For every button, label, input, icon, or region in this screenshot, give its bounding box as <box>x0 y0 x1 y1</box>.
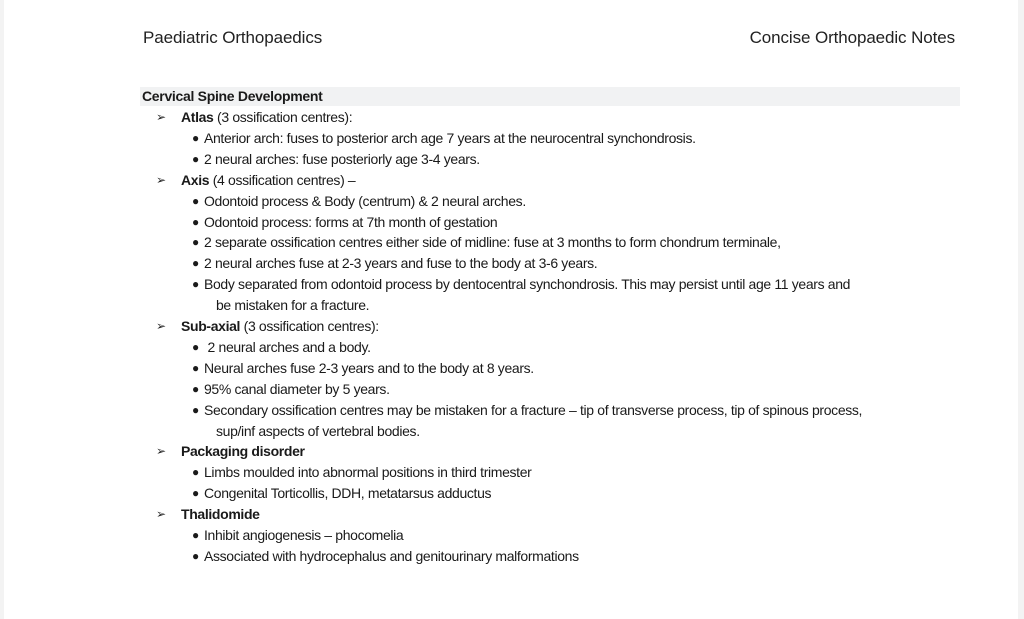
section-title: Cervical Spine Development <box>142 88 323 104</box>
round-bullet-icon: ● <box>192 151 199 166</box>
list-item-text: 2 neural arches fuse at 2-3 years and fuse to the body at 3-6 years. <box>204 255 598 272</box>
topic-packaging-disorder <box>140 441 962 462</box>
list-item-text: Limbs moulded into abnormal positions in third trimester <box>204 464 532 481</box>
topic-axis <box>140 170 962 191</box>
notes-content <box>140 107 962 567</box>
list-item <box>140 191 962 212</box>
list-item <box>140 232 962 253</box>
arrowhead-bullet-icon: ➢ <box>156 110 166 124</box>
topic-sub-axial <box>140 316 962 337</box>
list-item <box>140 274 962 316</box>
topic-title: Thalidomide <box>181 506 260 523</box>
list-item-text: 2 neural arches: fuse posteriorly age 3-4 years. <box>204 150 480 167</box>
round-bullet-icon: ● <box>192 339 199 354</box>
list-item-text: Congenital Torticollis, DDH, metatarsus adductus <box>204 485 492 502</box>
list-item <box>140 546 962 567</box>
round-bullet-icon: ● <box>192 402 199 417</box>
round-bullet-icon: ● <box>192 130 199 145</box>
round-bullet-icon: ● <box>192 465 199 480</box>
topic-suffix: (3 ossification centres): <box>240 318 379 335</box>
list-item <box>140 212 962 233</box>
list-item <box>140 400 962 442</box>
list-item-text: Inhibit angiogenesis – phocomelia <box>204 527 404 544</box>
round-bullet-icon: ● <box>192 548 199 563</box>
list-item-text: Associated with hydrocephalus and genitourinary malformations <box>204 547 579 564</box>
list-item-text: Body separated from odontoid process by dentocentral synchondrosis. This may persist until age 11 years and <box>204 276 851 293</box>
round-bullet-icon: ● <box>192 486 199 501</box>
topic-suffix: (4 ossification centres) – <box>209 171 356 188</box>
list-item-text: Anterior arch: fuses to posterior arch age 7 years at the neurocentral synchondrosis. <box>204 129 696 146</box>
list-item <box>140 379 962 400</box>
section-heading-band <box>140 87 960 106</box>
arrowhead-bullet-icon: ➢ <box>156 444 166 459</box>
round-bullet-icon: ● <box>192 277 199 292</box>
list-item <box>140 149 962 170</box>
list-item <box>140 462 962 483</box>
list-item-text: 95% canal diameter by 5 years. <box>204 380 390 397</box>
round-bullet-icon: ● <box>192 360 199 375</box>
running-header-right: Concise Orthopaedic Notes <box>749 28 955 47</box>
round-bullet-icon: ● <box>192 528 199 543</box>
list-item-text: Odontoid process & Body (centrum) & 2 neural arches. <box>204 192 526 209</box>
list-item-text: Secondary ossification centres may be mistaken for a fracture – tip of transverse process, tip of spinous process, <box>204 401 863 418</box>
list-item <box>140 337 962 358</box>
list-item-text: 2 neural arches and a body. <box>204 338 371 355</box>
list-item-continuation: sup/inf aspects of vertebral bodies. <box>216 422 420 439</box>
arrowhead-bullet-icon: ➢ <box>156 507 166 522</box>
list-item-text: 2 separate ossification centres either side of midline: fuse at 3 months to form chondrum terminale, <box>204 234 781 251</box>
round-bullet-icon: ● <box>192 256 199 271</box>
list-item-text: Odontoid process: forms at 7th month of gestation <box>204 213 498 230</box>
list-item-continuation: be mistaken for a fracture. <box>216 297 370 314</box>
list-item <box>140 483 962 504</box>
list-item <box>140 525 962 546</box>
round-bullet-icon: ● <box>192 214 199 229</box>
topic-title: Sub-axial <box>181 318 241 335</box>
topic-title: Atlas <box>181 109 214 125</box>
round-bullet-icon: ● <box>192 235 199 250</box>
topic-title: Axis <box>181 171 210 188</box>
list-item-text: Neural arches fuse 2-3 years and to the body at 8 years. <box>204 359 534 376</box>
topic-thalidomide <box>140 504 962 525</box>
arrowhead-bullet-icon: ➢ <box>156 319 166 334</box>
round-bullet-icon: ● <box>192 381 199 396</box>
topic-suffix: (3 ossification centres): <box>213 109 353 125</box>
arrowhead-bullet-icon: ➢ <box>156 172 166 187</box>
list-item <box>140 128 962 149</box>
topic-title: Packaging disorder <box>181 443 305 460</box>
list-item <box>140 358 962 379</box>
document-page <box>4 0 1018 619</box>
round-bullet-icon: ● <box>192 193 199 208</box>
running-header-left: Paediatric Orthopaedics <box>143 28 323 47</box>
list-item <box>140 253 962 274</box>
topic-atlas <box>140 107 962 128</box>
